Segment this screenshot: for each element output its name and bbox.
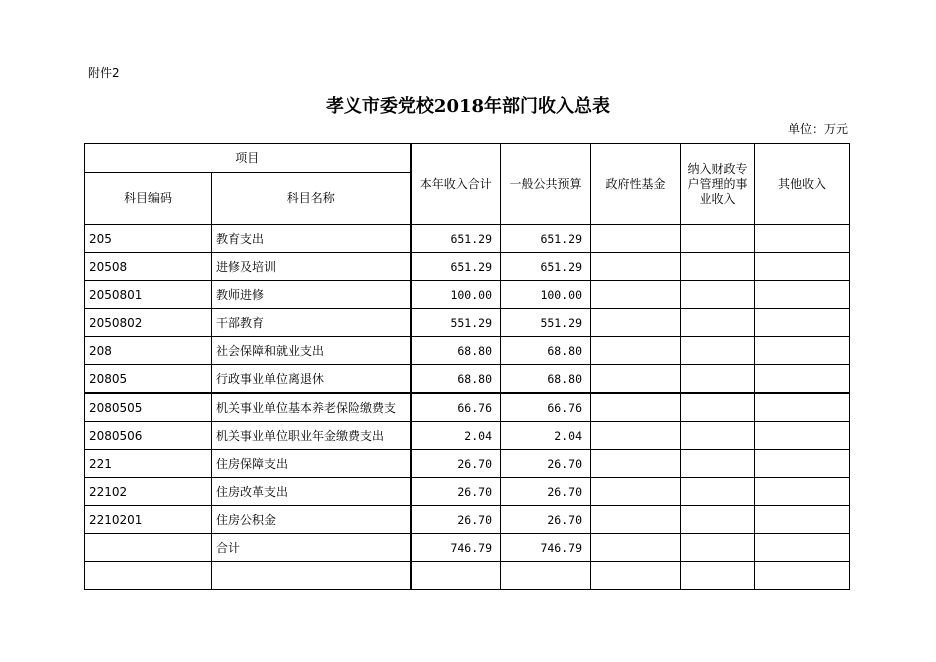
cell-gov-fund [591, 253, 681, 281]
cell-gov-fund [591, 534, 681, 562]
cell-general-budget: 66.76 [501, 393, 591, 422]
cell-other-income [755, 422, 850, 450]
cell-code: 20805 [85, 365, 212, 394]
cell-general-budget: 100.00 [501, 281, 591, 309]
cell-general-budget: 26.70 [501, 506, 591, 534]
cell-gov-fund [591, 450, 681, 478]
cell-special-account [681, 478, 755, 506]
header-gov-fund: 政府性基金 [591, 144, 681, 225]
cell-other-income [755, 337, 850, 365]
table-row [85, 478, 850, 506]
cell-gov-fund [591, 225, 681, 253]
cell-general-budget: 26.70 [501, 450, 591, 478]
header-project: 项目 [85, 144, 411, 173]
attachment-label: 附件2 [88, 66, 120, 80]
cell-other-income [755, 450, 850, 478]
cell-special-account [681, 506, 755, 534]
cell-name: 教师进修 [212, 281, 411, 309]
cell-gov-fund [591, 365, 681, 394]
cell-special-account [681, 562, 755, 590]
cell-general-budget [501, 562, 591, 590]
table-row [85, 253, 850, 281]
cell-special-account [681, 253, 755, 281]
cell-other-income [755, 534, 850, 562]
cell-code: 221 [85, 450, 212, 478]
cell-general-budget: 651.29 [501, 253, 591, 281]
cell-special-account [681, 337, 755, 365]
cell-code: 208 [85, 337, 212, 365]
cell-total: 26.70 [411, 478, 501, 506]
cell-total: 26.70 [411, 506, 501, 534]
table-row [85, 365, 850, 394]
cell-name: 机关事业单位基本养老保险缴费支 [212, 393, 411, 422]
cell-code: 2080506 [85, 422, 212, 450]
cell-special-account [681, 281, 755, 309]
cell-name: 住房改革支出 [212, 478, 411, 506]
cell-total [411, 562, 501, 590]
cell-general-budget: 551.29 [501, 309, 591, 337]
cell-code: 2080505 [85, 393, 212, 422]
cell-name: 住房保障支出 [212, 450, 411, 478]
income-table [84, 143, 850, 590]
cell-code [85, 534, 212, 562]
cell-other-income [755, 562, 850, 590]
cell-name: 住房公积金 [212, 506, 411, 534]
cell-other-income [755, 506, 850, 534]
cell-other-income [755, 365, 850, 394]
cell-special-account [681, 225, 755, 253]
cell-total: 746.79 [411, 534, 501, 562]
cell-code: 22102 [85, 478, 212, 506]
cell-gov-fund [591, 478, 681, 506]
cell-total: 100.00 [411, 281, 501, 309]
header-general-budget: 一般公共预算 [501, 144, 591, 225]
cell-total: 651.29 [411, 225, 501, 253]
header-name: 科目名称 [212, 173, 411, 225]
cell-total: 651.29 [411, 253, 501, 281]
table-row [85, 393, 850, 422]
cell-code [85, 562, 212, 590]
cell-special-account [681, 309, 755, 337]
table-row [85, 450, 850, 478]
cell-code: 20508 [85, 253, 212, 281]
cell-gov-fund [591, 422, 681, 450]
cell-name: 教育支出 [212, 225, 411, 253]
cell-name [212, 562, 411, 590]
cell-total: 68.80 [411, 337, 501, 365]
header-code: 科目编码 [85, 173, 212, 225]
cell-special-account [681, 450, 755, 478]
header-total: 本年收入合计 [411, 144, 501, 225]
cell-gov-fund [591, 337, 681, 365]
cell-gov-fund [591, 562, 681, 590]
cell-other-income [755, 253, 850, 281]
cell-gov-fund [591, 309, 681, 337]
cell-gov-fund [591, 393, 681, 422]
table-row [85, 337, 850, 365]
cell-code: 2210201 [85, 506, 212, 534]
cell-special-account [681, 534, 755, 562]
header-other-income: 其他收入 [755, 144, 850, 225]
table-row [85, 506, 850, 534]
cell-gov-fund [591, 281, 681, 309]
table-row [85, 534, 850, 562]
cell-general-budget: 26.70 [501, 478, 591, 506]
unit-label: 单位：万元 [787, 122, 848, 136]
cell-name: 进修及培训 [212, 253, 411, 281]
cell-general-budget: 651.29 [501, 225, 591, 253]
table-row [85, 225, 850, 253]
table-row [85, 281, 850, 309]
cell-special-account [681, 365, 755, 394]
table-row [85, 309, 850, 337]
cell-other-income [755, 281, 850, 309]
cell-name: 机关事业单位职业年金缴费支出 [212, 422, 411, 450]
cell-general-budget: 68.80 [501, 337, 591, 365]
cell-other-income [755, 225, 850, 253]
cell-gov-fund [591, 506, 681, 534]
cell-general-budget: 746.79 [501, 534, 591, 562]
cell-total: 26.70 [411, 450, 501, 478]
cell-code: 2050802 [85, 309, 212, 337]
cell-name: 干部教育 [212, 309, 411, 337]
cell-name: 社会保障和就业支出 [212, 337, 411, 365]
table-row [85, 562, 850, 590]
header-special-account: 纳入财政专户管理的事业收入 [681, 144, 755, 225]
cell-total: 68.80 [411, 365, 501, 394]
cell-other-income [755, 393, 850, 422]
page-title: 孝义市委党校2018年部门收入总表 [325, 96, 611, 117]
cell-name: 合计 [212, 534, 411, 562]
cell-code: 2050801 [85, 281, 212, 309]
cell-total: 551.29 [411, 309, 501, 337]
cell-total: 66.76 [411, 393, 501, 422]
cell-special-account [681, 422, 755, 450]
cell-other-income [755, 478, 850, 506]
cell-special-account [681, 393, 755, 422]
table-row [85, 422, 850, 450]
cell-code: 205 [85, 225, 212, 253]
cell-total: 2.04 [411, 422, 501, 450]
cell-name: 行政事业单位离退休 [212, 365, 411, 394]
cell-other-income [755, 309, 850, 337]
cell-general-budget: 2.04 [501, 422, 591, 450]
cell-general-budget: 68.80 [501, 365, 591, 394]
